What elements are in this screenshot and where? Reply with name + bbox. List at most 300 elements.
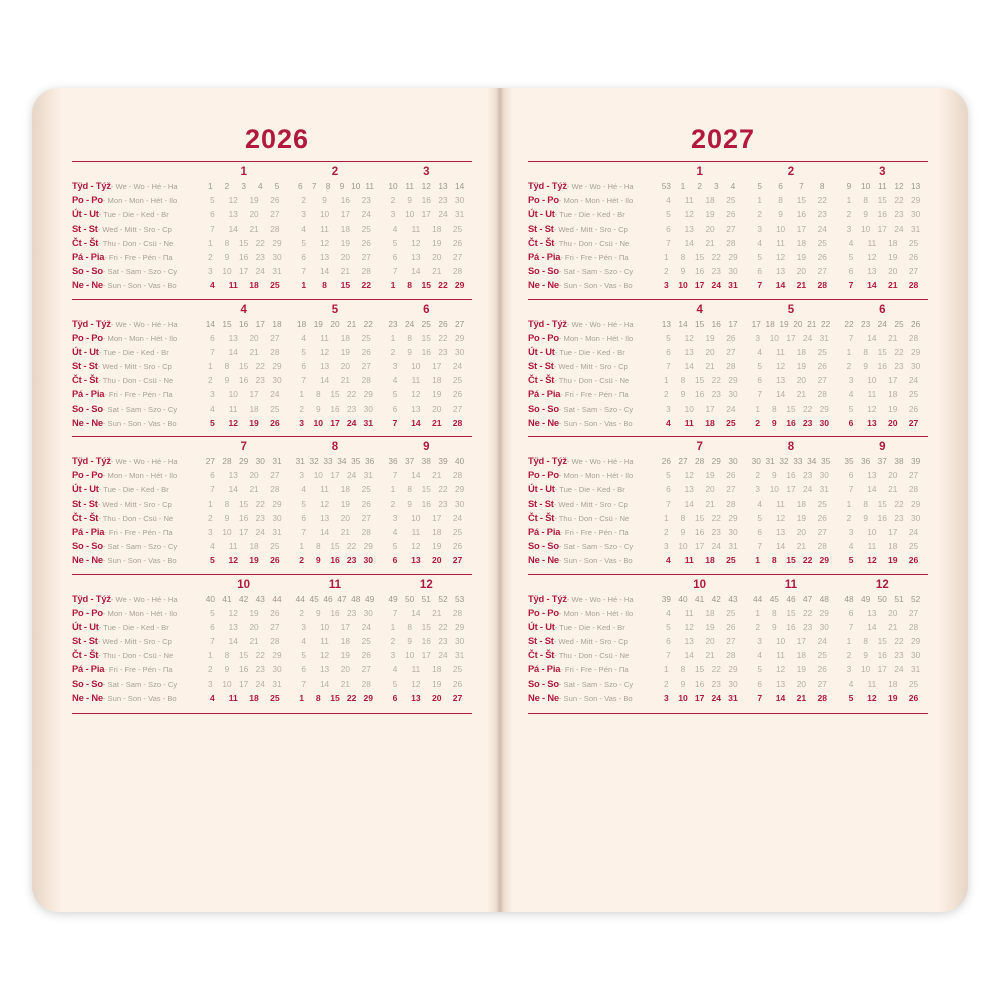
- day-number[interactable]: 25: [908, 678, 919, 689]
- week-number[interactable]: 3: [241, 181, 246, 191]
- day-number[interactable]: 9: [224, 664, 230, 675]
- day-number[interactable]: 26: [726, 470, 736, 481]
- day-number[interactable]: 6: [666, 346, 671, 357]
- week-number[interactable]: 7: [799, 181, 804, 191]
- day-number[interactable]: 4: [301, 484, 307, 495]
- day-number[interactable]: 24: [711, 692, 722, 703]
- month-number[interactable]: 5: [787, 303, 795, 316]
- day-number[interactable]: 26: [270, 417, 280, 428]
- day-number[interactable]: 21: [249, 484, 259, 495]
- day-number[interactable]: 30: [272, 375, 282, 386]
- day-number[interactable]: 13: [228, 470, 238, 481]
- day-number[interactable]: 13: [411, 692, 421, 703]
- day-number[interactable]: 20: [432, 251, 442, 262]
- day-number[interactable]: 13: [867, 266, 877, 277]
- day-number[interactable]: 26: [817, 664, 827, 675]
- day-number[interactable]: 25: [452, 526, 463, 537]
- day-number[interactable]: 8: [224, 361, 230, 372]
- day-number[interactable]: 27: [270, 332, 280, 343]
- day-number[interactable]: 7: [392, 266, 398, 277]
- day-number[interactable]: 7: [301, 526, 307, 537]
- week-number[interactable]: 12: [421, 181, 431, 191]
- day-number[interactable]: 15: [239, 650, 249, 661]
- day-number[interactable]: 25: [270, 280, 280, 291]
- day-number[interactable]: 17: [786, 332, 796, 343]
- day-number[interactable]: 2: [664, 266, 669, 277]
- day-number[interactable]: 5: [392, 541, 398, 552]
- day-number[interactable]: 28: [726, 361, 736, 372]
- day-number[interactable]: 16: [330, 607, 340, 618]
- day-number[interactable]: 5: [666, 470, 671, 481]
- day-number[interactable]: 19: [249, 607, 259, 618]
- day-number[interactable]: 30: [454, 636, 465, 647]
- day-number[interactable]: 31: [272, 678, 282, 689]
- day-number[interactable]: 30: [910, 650, 921, 661]
- day-number[interactable]: 4: [666, 195, 671, 206]
- day-number[interactable]: 25: [908, 237, 919, 248]
- day-number[interactable]: 13: [775, 678, 786, 689]
- day-number[interactable]: 13: [228, 332, 238, 343]
- day-number[interactable]: 18: [432, 526, 442, 537]
- day-number[interactable]: 19: [432, 678, 442, 689]
- day-number[interactable]: 13: [684, 223, 694, 234]
- day-number[interactable]: 13: [867, 607, 877, 618]
- day-number[interactable]: 5: [757, 664, 763, 675]
- day-number[interactable]: 3: [392, 512, 398, 523]
- day-number[interactable]: 14: [319, 678, 330, 689]
- day-number[interactable]: 28: [361, 375, 371, 386]
- day-number[interactable]: 7: [848, 332, 854, 343]
- day-number[interactable]: 30: [728, 266, 738, 277]
- day-number[interactable]: 16: [239, 664, 249, 675]
- day-number[interactable]: 11: [320, 636, 329, 647]
- week-number[interactable]: 20: [793, 318, 803, 329]
- day-number[interactable]: 11: [867, 237, 877, 248]
- day-number[interactable]: 2: [390, 498, 396, 509]
- day-number[interactable]: 10: [861, 664, 871, 675]
- day-number[interactable]: 5: [848, 692, 854, 703]
- day-number[interactable]: 26: [452, 541, 463, 552]
- day-number[interactable]: 8: [224, 237, 230, 248]
- day-number[interactable]: 25: [726, 417, 736, 428]
- week-number[interactable]: 41: [222, 593, 232, 604]
- day-number[interactable]: 29: [910, 636, 921, 647]
- week-number[interactable]: 6: [297, 181, 303, 191]
- week-number[interactable]: 39: [438, 456, 448, 466]
- day-number[interactable]: 7: [392, 417, 398, 428]
- day-number[interactable]: 23: [347, 607, 357, 618]
- day-number[interactable]: 24: [347, 470, 357, 481]
- day-number[interactable]: 26: [908, 692, 919, 703]
- day-number[interactable]: 18: [432, 664, 442, 675]
- day-number[interactable]: 19: [249, 555, 259, 566]
- day-number[interactable]: 9: [772, 621, 777, 632]
- day-number[interactable]: 4: [757, 650, 763, 661]
- day-number[interactable]: 23: [255, 375, 265, 386]
- day-number[interactable]: 24: [803, 484, 813, 495]
- day-number[interactable]: 2: [299, 403, 304, 414]
- day-number[interactable]: 8: [315, 692, 321, 703]
- day-number[interactable]: 26: [452, 389, 463, 400]
- day-number[interactable]: 8: [316, 541, 321, 552]
- day-number[interactable]: 27: [817, 526, 827, 537]
- week-number[interactable]: 50: [877, 593, 887, 604]
- day-number[interactable]: 10: [769, 484, 779, 495]
- day-number[interactable]: 28: [452, 266, 463, 277]
- day-number[interactable]: 17: [888, 375, 898, 386]
- day-number[interactable]: 10: [867, 526, 877, 537]
- day-number[interactable]: 3: [299, 417, 305, 428]
- day-number[interactable]: 26: [361, 498, 371, 509]
- day-number[interactable]: 18: [249, 692, 259, 703]
- day-number[interactable]: 1: [299, 389, 304, 400]
- week-number[interactable]: 11: [877, 181, 887, 191]
- day-number[interactable]: 25: [817, 346, 827, 357]
- day-number[interactable]: 18: [888, 541, 898, 552]
- week-number[interactable]: 29: [239, 456, 249, 466]
- day-number[interactable]: 27: [817, 375, 827, 386]
- day-number[interactable]: 16: [421, 498, 431, 509]
- day-number[interactable]: 29: [819, 555, 830, 566]
- day-number[interactable]: 18: [796, 237, 806, 248]
- day-number[interactable]: 4: [210, 280, 215, 291]
- day-number[interactable]: 3: [846, 664, 852, 675]
- day-number[interactable]: 14: [228, 484, 238, 495]
- day-number[interactable]: 3: [755, 484, 760, 495]
- day-number[interactable]: 22: [346, 692, 357, 703]
- day-number[interactable]: 1: [390, 621, 396, 632]
- day-number[interactable]: 11: [867, 389, 877, 400]
- week-number[interactable]: 19: [779, 318, 789, 329]
- day-number[interactable]: 25: [452, 664, 463, 675]
- day-number[interactable]: 27: [452, 555, 463, 566]
- day-number[interactable]: 15: [421, 280, 432, 291]
- day-number[interactable]: 25: [817, 498, 827, 509]
- day-number[interactable]: 12: [867, 692, 877, 703]
- day-number[interactable]: 11: [228, 692, 238, 703]
- day-number[interactable]: 21: [431, 417, 442, 428]
- day-number[interactable]: 1: [846, 346, 852, 357]
- day-number[interactable]: 16: [695, 389, 705, 400]
- day-number[interactable]: 29: [910, 498, 921, 509]
- day-number[interactable]: 12: [775, 512, 786, 523]
- day-number[interactable]: 21: [432, 607, 442, 618]
- week-number[interactable]: 10: [351, 181, 361, 191]
- day-number[interactable]: 22: [711, 375, 721, 386]
- day-number[interactable]: 2: [846, 361, 852, 372]
- day-number[interactable]: 17: [877, 223, 887, 234]
- day-number[interactable]: 24: [270, 389, 280, 400]
- day-number[interactable]: 18: [705, 417, 715, 428]
- day-number[interactable]: 20: [705, 223, 715, 234]
- day-number[interactable]: 1: [664, 512, 669, 523]
- week-number[interactable]: 26: [661, 456, 671, 466]
- day-number[interactable]: 25: [908, 389, 919, 400]
- day-number[interactable]: 7: [848, 621, 854, 632]
- day-number[interactable]: 20: [888, 607, 898, 618]
- day-number[interactable]: 4: [392, 375, 398, 386]
- week-number[interactable]: 6: [778, 181, 783, 191]
- day-number[interactable]: 28: [452, 470, 463, 481]
- day-number[interactable]: 19: [340, 650, 350, 661]
- day-number[interactable]: 3: [208, 526, 213, 537]
- day-number[interactable]: 15: [786, 555, 796, 566]
- day-number[interactable]: 17: [796, 223, 806, 234]
- day-number[interactable]: 31: [363, 470, 373, 481]
- day-number[interactable]: 21: [432, 470, 442, 481]
- day-number[interactable]: 12: [867, 555, 877, 566]
- day-number[interactable]: 31: [819, 484, 829, 495]
- day-number[interactable]: 17: [796, 636, 806, 647]
- day-number[interactable]: 12: [684, 332, 694, 343]
- day-number[interactable]: 15: [786, 607, 796, 618]
- day-number[interactable]: 10: [228, 389, 238, 400]
- week-number[interactable]: 28: [222, 456, 232, 466]
- day-number[interactable]: 26: [361, 346, 371, 357]
- week-number[interactable]: 16: [239, 318, 249, 329]
- day-number[interactable]: 1: [755, 555, 761, 566]
- day-number[interactable]: 30: [363, 403, 373, 414]
- day-number[interactable]: 14: [867, 332, 877, 343]
- day-number[interactable]: 3: [390, 209, 396, 220]
- week-number[interactable]: 49: [861, 593, 871, 604]
- week-number[interactable]: 44: [753, 593, 763, 604]
- day-number[interactable]: 22: [255, 361, 265, 372]
- day-number[interactable]: 2: [755, 417, 761, 428]
- week-number[interactable]: 35: [821, 456, 831, 466]
- week-number[interactable]: 24: [405, 318, 415, 329]
- week-number[interactable]: 1: [208, 181, 213, 191]
- day-number[interactable]: 29: [272, 361, 282, 372]
- day-number[interactable]: 7: [392, 607, 398, 618]
- month-number[interactable]: 3: [423, 166, 430, 178]
- day-number[interactable]: 5: [848, 251, 854, 262]
- week-number[interactable]: 33: [323, 456, 333, 466]
- week-number[interactable]: 15: [222, 318, 232, 329]
- day-number[interactable]: 2: [846, 209, 852, 220]
- day-number[interactable]: 27: [270, 209, 280, 220]
- day-number[interactable]: 24: [255, 266, 265, 277]
- day-number[interactable]: 15: [330, 692, 340, 703]
- day-number[interactable]: 1: [664, 375, 669, 386]
- day-number[interactable]: 22: [802, 555, 813, 566]
- day-number[interactable]: 22: [894, 636, 904, 647]
- week-number[interactable]: 9: [846, 181, 852, 191]
- day-number[interactable]: 23: [711, 526, 721, 537]
- month-number[interactable]: 7: [696, 441, 703, 453]
- day-number[interactable]: 2: [755, 621, 760, 632]
- day-number[interactable]: 8: [224, 650, 230, 661]
- day-number[interactable]: 6: [210, 332, 215, 343]
- day-number[interactable]: 22: [894, 195, 904, 206]
- day-number[interactable]: 4: [848, 237, 854, 248]
- day-number[interactable]: 20: [249, 209, 259, 220]
- day-number[interactable]: 6: [757, 375, 763, 386]
- day-number[interactable]: 18: [340, 223, 350, 234]
- day-number[interactable]: 11: [411, 526, 421, 537]
- day-number[interactable]: 17: [694, 692, 705, 703]
- day-number[interactable]: 21: [796, 280, 807, 291]
- day-number[interactable]: 19: [796, 361, 806, 372]
- month-number[interactable]: 1: [696, 166, 703, 178]
- day-number[interactable]: 21: [705, 361, 715, 372]
- day-number[interactable]: 9: [316, 607, 321, 618]
- day-number[interactable]: 20: [431, 692, 442, 703]
- day-number[interactable]: 17: [421, 650, 431, 661]
- day-number[interactable]: 8: [407, 332, 412, 343]
- week-number[interactable]: 26: [910, 318, 921, 329]
- week-number[interactable]: 1: [680, 181, 686, 191]
- day-number[interactable]: 5: [392, 237, 398, 248]
- week-number[interactable]: 21: [347, 318, 357, 329]
- week-number[interactable]: 8: [819, 181, 825, 191]
- day-number[interactable]: 7: [210, 346, 215, 357]
- day-number[interactable]: 30: [819, 470, 829, 481]
- day-number[interactable]: 5: [757, 251, 763, 262]
- day-number[interactable]: 20: [249, 470, 259, 481]
- day-number[interactable]: 3: [666, 403, 671, 414]
- day-number[interactable]: 17: [340, 621, 350, 632]
- day-number[interactable]: 17: [239, 266, 249, 277]
- day-number[interactable]: 9: [316, 403, 321, 414]
- day-number[interactable]: 16: [340, 195, 350, 206]
- day-number[interactable]: 10: [405, 209, 415, 220]
- day-number[interactable]: 4: [392, 223, 398, 234]
- day-number[interactable]: 28: [726, 237, 736, 248]
- day-number[interactable]: 5: [301, 237, 307, 248]
- day-number[interactable]: 16: [877, 361, 887, 372]
- day-number[interactable]: 30: [910, 209, 921, 220]
- day-number[interactable]: 6: [301, 664, 307, 675]
- day-number[interactable]: 2: [208, 664, 213, 675]
- day-number[interactable]: 27: [361, 251, 371, 262]
- day-number[interactable]: 3: [846, 223, 852, 234]
- day-number[interactable]: 2: [390, 195, 396, 206]
- day-number[interactable]: 10: [678, 692, 688, 703]
- day-number[interactable]: 13: [684, 636, 694, 647]
- day-number[interactable]: 1: [301, 280, 307, 291]
- day-number[interactable]: 1: [664, 664, 669, 675]
- day-number[interactable]: 19: [887, 555, 898, 566]
- day-number[interactable]: 23: [255, 664, 265, 675]
- day-number[interactable]: 11: [776, 498, 785, 509]
- day-number[interactable]: 18: [340, 484, 350, 495]
- day-number[interactable]: 11: [320, 332, 329, 343]
- day-number[interactable]: 23: [711, 678, 721, 689]
- day-number[interactable]: 3: [848, 526, 854, 537]
- day-number[interactable]: 3: [757, 636, 763, 647]
- week-number[interactable]: 44: [295, 593, 305, 604]
- week-number[interactable]: 37: [405, 456, 415, 466]
- day-number[interactable]: 26: [817, 251, 827, 262]
- day-number[interactable]: 22: [347, 389, 357, 400]
- day-number[interactable]: 28: [361, 678, 371, 689]
- day-number[interactable]: 1: [299, 541, 304, 552]
- week-number[interactable]: 29: [711, 456, 721, 466]
- day-number[interactable]: 16: [786, 621, 796, 632]
- day-number[interactable]: 4: [301, 636, 307, 647]
- day-number[interactable]: 14: [867, 280, 877, 291]
- week-number[interactable]: 53: [661, 181, 671, 191]
- week-number[interactable]: 36: [861, 456, 871, 466]
- day-number[interactable]: 21: [340, 678, 350, 689]
- day-number[interactable]: 3: [301, 621, 307, 632]
- day-number[interactable]: 23: [361, 195, 371, 206]
- day-number[interactable]: 14: [867, 484, 877, 495]
- day-number[interactable]: 8: [771, 555, 777, 566]
- day-number[interactable]: 7: [666, 237, 671, 248]
- day-number[interactable]: 27: [726, 484, 736, 495]
- month-number[interactable]: 2: [331, 166, 339, 178]
- day-number[interactable]: 18: [340, 332, 350, 343]
- day-number[interactable]: 16: [695, 678, 705, 689]
- day-number[interactable]: 23: [817, 209, 827, 220]
- month-number[interactable]: 4: [696, 303, 703, 316]
- day-number[interactable]: 30: [910, 361, 921, 372]
- day-number[interactable]: 24: [452, 361, 463, 372]
- week-number[interactable]: 5: [757, 181, 763, 191]
- day-number[interactable]: 14: [775, 692, 786, 703]
- day-number[interactable]: 29: [454, 484, 465, 495]
- day-number[interactable]: 28: [817, 541, 827, 552]
- day-number[interactable]: 12: [684, 209, 694, 220]
- day-number[interactable]: 2: [299, 555, 305, 566]
- day-number[interactable]: 23: [711, 266, 721, 277]
- day-number[interactable]: 8: [863, 498, 868, 509]
- day-number[interactable]: 12: [319, 498, 330, 509]
- day-number[interactable]: 1: [390, 484, 396, 495]
- week-number[interactable]: 42: [239, 593, 249, 604]
- day-number[interactable]: 15: [786, 403, 796, 414]
- day-number[interactable]: 19: [888, 403, 898, 414]
- day-number[interactable]: 15: [421, 621, 431, 632]
- week-number[interactable]: 11: [365, 181, 374, 191]
- day-number[interactable]: 26: [817, 512, 827, 523]
- day-number[interactable]: 20: [705, 636, 715, 647]
- day-number[interactable]: 10: [684, 403, 694, 414]
- day-number[interactable]: 24: [908, 375, 919, 386]
- day-number[interactable]: 29: [454, 332, 465, 343]
- day-number[interactable]: 25: [361, 223, 371, 234]
- day-number[interactable]: 12: [684, 621, 694, 632]
- week-number[interactable]: 46: [323, 593, 333, 604]
- week-number[interactable]: 2: [697, 181, 702, 191]
- day-number[interactable]: 30: [272, 251, 282, 262]
- day-number[interactable]: 24: [452, 512, 463, 523]
- day-number[interactable]: 5: [757, 512, 763, 523]
- day-number[interactable]: 22: [255, 237, 265, 248]
- day-number[interactable]: 20: [888, 470, 898, 481]
- day-number[interactable]: 29: [819, 403, 829, 414]
- day-number[interactable]: 11: [776, 346, 785, 357]
- week-number[interactable]: 5: [274, 181, 280, 191]
- day-number[interactable]: 20: [796, 375, 806, 386]
- day-number[interactable]: 8: [778, 195, 783, 206]
- day-number[interactable]: 20: [796, 678, 806, 689]
- day-number[interactable]: 19: [796, 664, 806, 675]
- day-number[interactable]: 18: [432, 375, 442, 386]
- day-number[interactable]: 25: [452, 223, 463, 234]
- day-number[interactable]: 20: [340, 664, 350, 675]
- day-number[interactable]: 6: [392, 403, 398, 414]
- week-number[interactable]: 13: [910, 181, 921, 191]
- day-number[interactable]: 5: [666, 209, 671, 220]
- day-number[interactable]: 9: [407, 636, 412, 647]
- day-number[interactable]: 11: [867, 541, 877, 552]
- week-number[interactable]: 38: [894, 456, 904, 466]
- day-number[interactable]: 13: [684, 346, 694, 357]
- day-number[interactable]: 3: [755, 332, 760, 343]
